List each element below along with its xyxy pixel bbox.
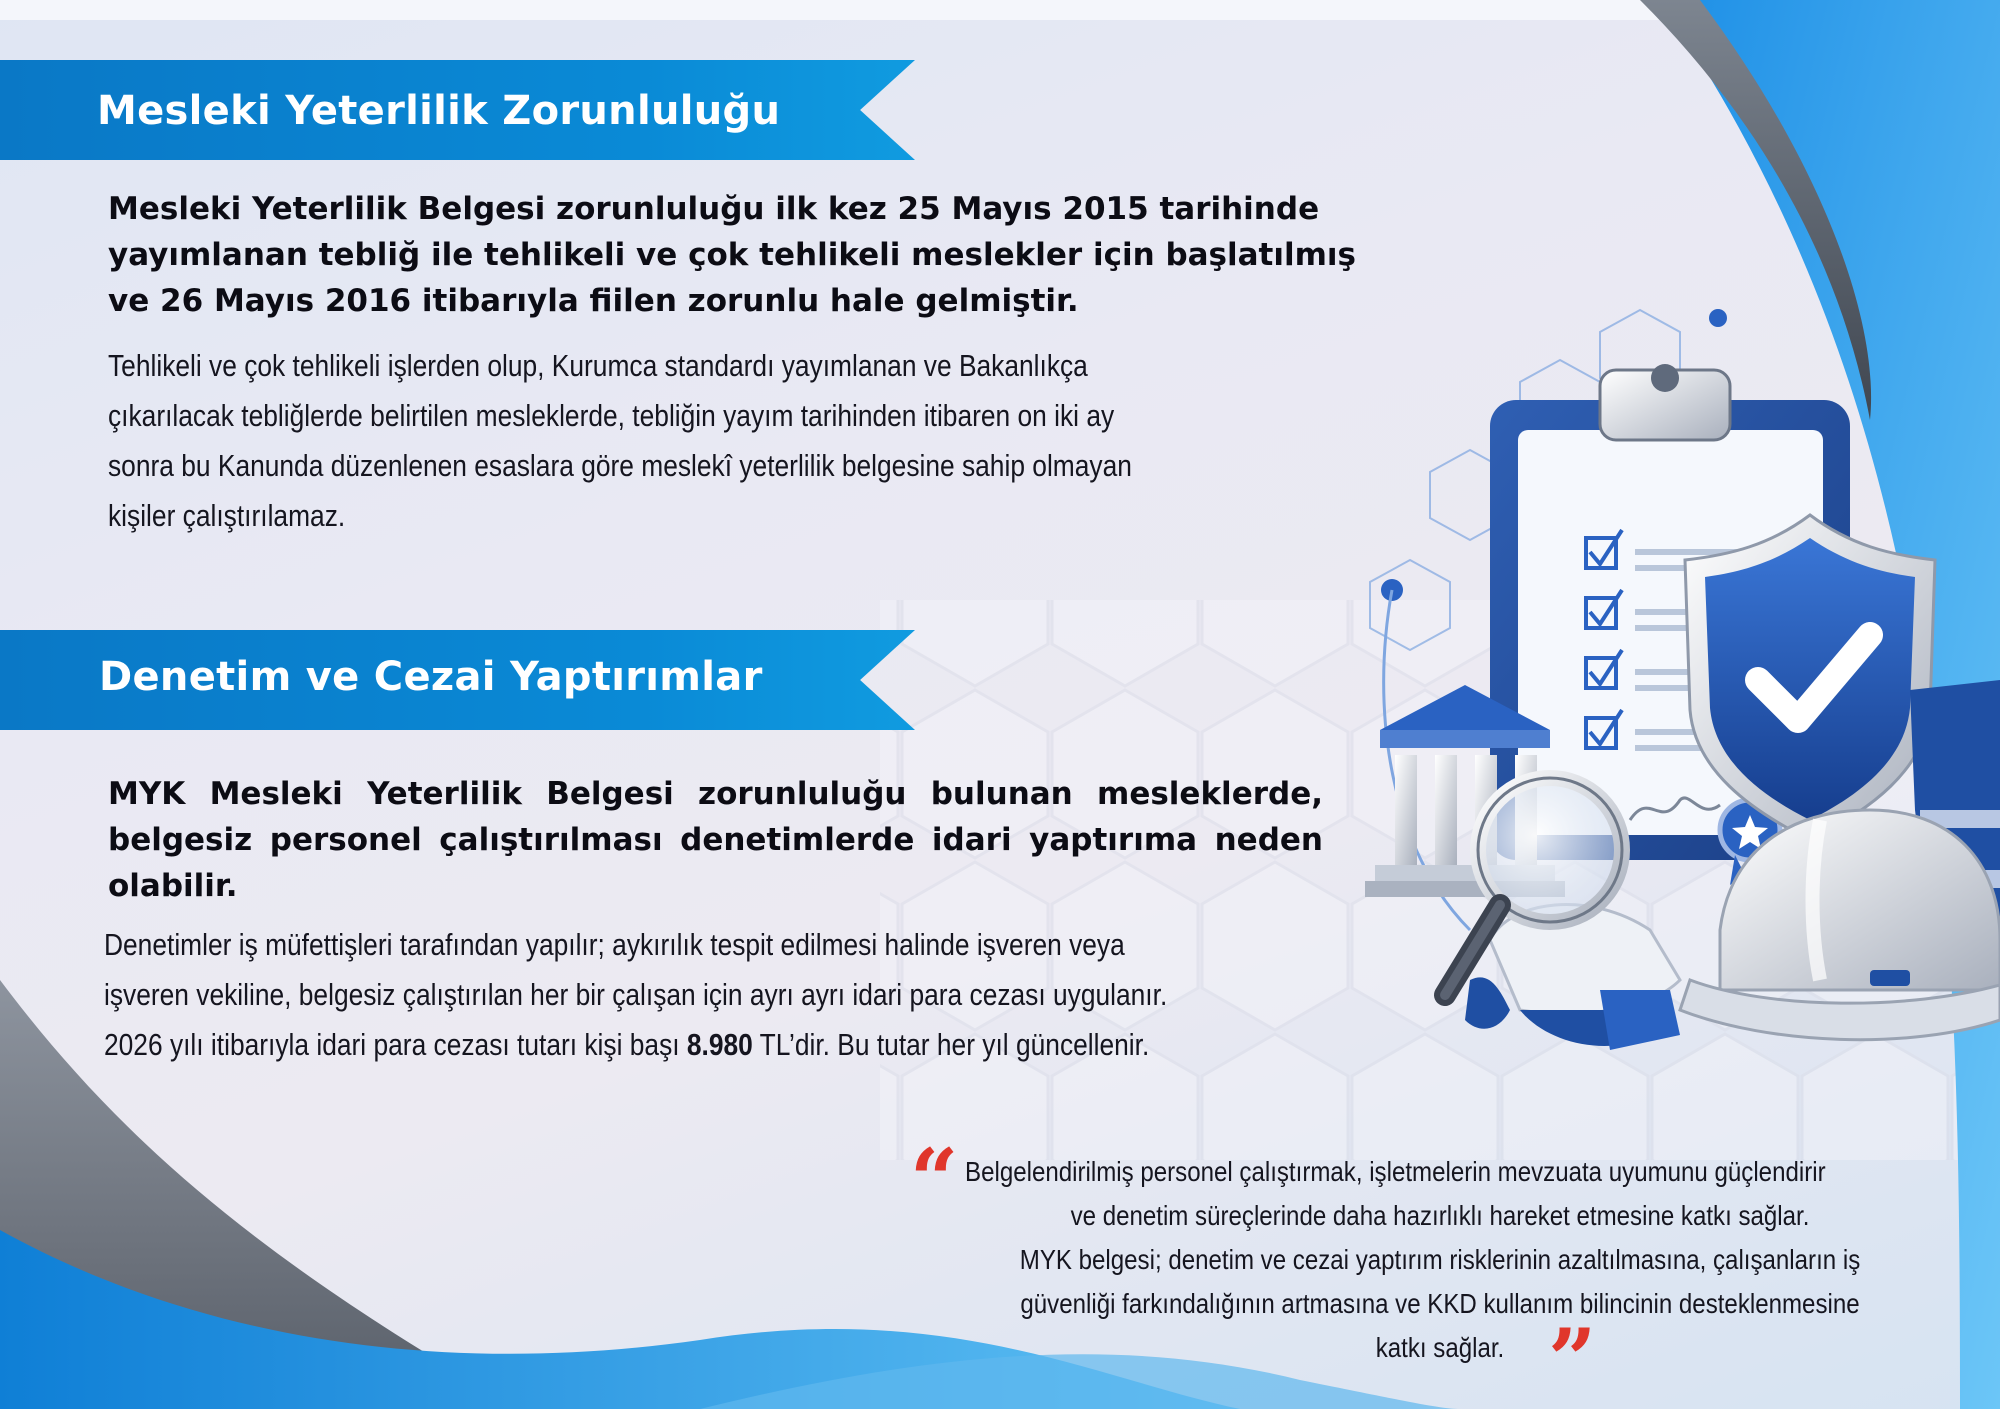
section2-body-line	[104, 1020, 1149, 1070]
section1-title: Mesleki Yeterlilik Zorunluluğu	[97, 88, 781, 134]
section1-body-line: çıkarılacak tebliğlerde belirtilen mesleklerde, tebliğin yayım tarihinden itibaren on iki ay	[108, 398, 1115, 433]
fine-text-pre: 2026 yılı itibarıyla idari para cezası tutarı kişi başı	[104, 1027, 687, 1062]
section2-body-line: Denetimler iş müfettişleri tarafından yapılır; aykırılık tespit edilmesi halinde işveren veya	[104, 927, 1125, 962]
open-quote-icon: “	[910, 1130, 959, 1229]
quote-line: güvenliği farkındalığının artmasına ve KKD kullanım bilincinin desteklenmesine	[1020, 1288, 1860, 1319]
section1-body-line: Tehlikeli ve çok tehlikeli işlerden olup, Kurumca standardı yayımlanan ve Bakanlıkça	[108, 348, 1088, 383]
compliance-illustration	[1350, 290, 2000, 1070]
section1-body-line: sonra bu Kanunda düzenlenen esaslara göre meslekî yeterlilik belgesine sahip olmayan	[108, 448, 1132, 483]
quote-line: katkı sağlar.	[1375, 1332, 1505, 1363]
quote-line: MYK belgesi; denetim ve cezai yaptırım risklerinin azaltılmasına, çalışanların iş	[1019, 1244, 1861, 1275]
section1-body-line: kişiler çalıştırılamaz.	[108, 498, 346, 533]
network-node-icon	[1709, 309, 1727, 327]
section2-body-line: işveren vekiline, belgesiz çalıştırılan her bir çalışan için ayrı ayrı idari para cezası uygulanır.	[104, 977, 1168, 1012]
quote-line: Belgelendirilmiş personel çalıştırmak, işletmelerin mevzuata uyumunu güçlendirir	[965, 1156, 1826, 1187]
section1-lead: Mesleki Yeterlilik Belgesi zorunluluğu ilk kez 25 Mayıs 2015 tarihinde yayımlanan tebliğ ile tehlikeli ve çok tehlikeli meslekler için başlatılmış ve 26 Mayıs 2016 itibarıyla fiilen zorunlu hale gelmiştir.	[108, 191, 1357, 319]
quote-block	[910, 1130, 1970, 1409]
section2-title: Denetim ve Cezai Yaptırımlar	[99, 654, 763, 700]
quote-line: ve denetim süreçlerinde daha hazırlıklı hareket etmesine katkı sağlar.	[1070, 1200, 1810, 1231]
fine-text-post: TL’dir. Bu tutar her yıl güncellenir.	[752, 1027, 1150, 1062]
fine-amount: 8.980	[686, 1027, 753, 1062]
close-quote-icon: ”	[1548, 1310, 1597, 1409]
section2-lead: MYK Mesleki Yeterlilik Belgesi zorunluluğu bulunan mesleklerde, belgesiz personel çalıştırılması denetimlerde idari yaptırıma neden olabilir.	[108, 776, 1323, 904]
